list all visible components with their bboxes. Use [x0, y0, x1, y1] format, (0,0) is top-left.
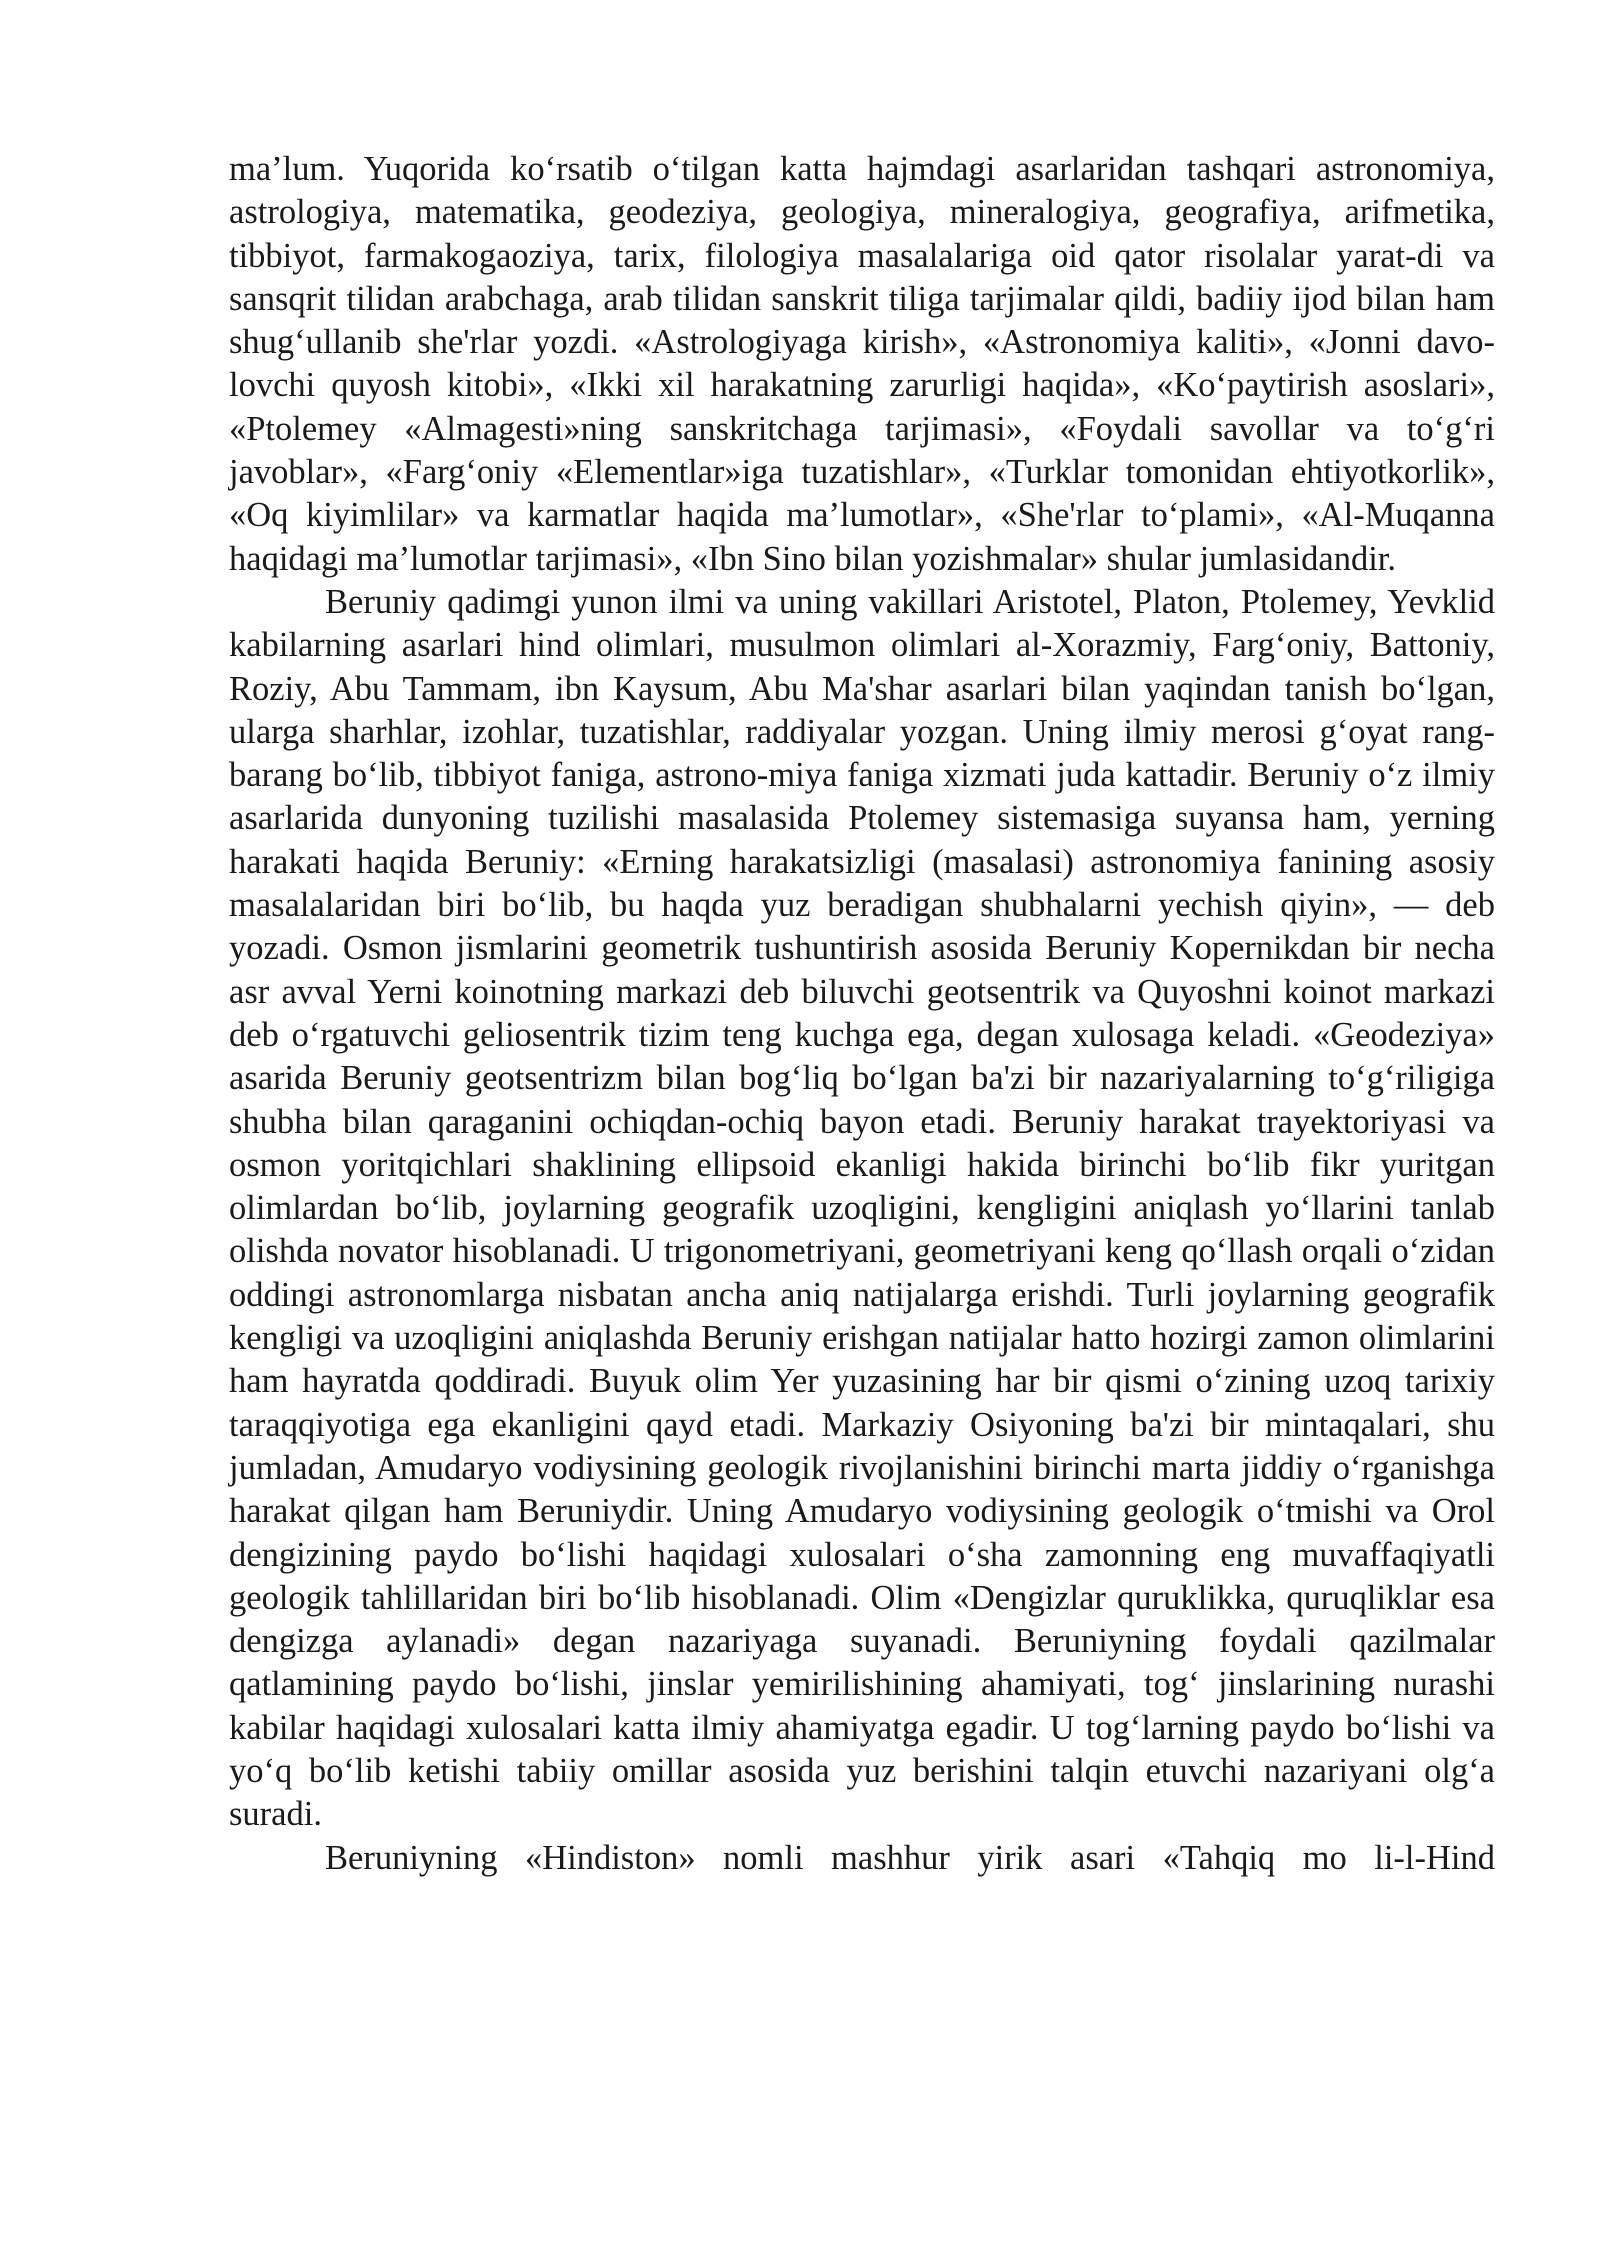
- paragraph-3: Beruniyning «Hindiston» nomli mashhur yirik asari «Tahqiq mo li-l-Hind: [325, 1838, 1495, 1877]
- paragraph-1: ma’lum. Yuqorida ko‘rsatib o‘tilgan katta hajmdagi asarlaridan tashqari astronomiya, astrologiya, matematika, geodeziya, geologiya, mineralogiya, geografiya, arifmetika, tibbiyot, farmakogaoziya, tarix, filologiya masalalariga oid qator risolalar yarat-di va sansqrit tilidan arabchaga, arab tilidan sanskrit tiliga tarjimalar qildi, badiiy ijod bilan ham shug‘ullanib she'rlar yozdi. «Astrologiyaga kirish», «Astronomiya kaliti», «Jonni davo-lovchi quyosh kitobi», «Ikki xil harakatning zarurligi haqida», «Ko‘paytirish asoslari», «Ptolemey «Almagesti»ning sanskritchaga tarjimasi», «Foydali savollar va to‘g‘ri javoblar», «Farg‘oniy «Elementlar»iga tuzatishlar», «Turklar tomonidan ehtiyotkorlik», «Oq kiyimlilar» va karmatlar haqida ma’lumotlar», «She'rlar to‘plami», «Al-Muqanna haqidagi ma’lumotlar tarjimasi», «Ibn Sino bilan yozishmalar» shular jumlasidandir.: [229, 150, 1495, 578]
- paragraph-2: Beruniy qadimgi yunon ilmi va uning vakillari Aristotel, Platon, Ptolemey, Yevklid kabilarning asarlari hind olimlari, musulmon olimlari al-Xorazmiy, Farg‘oniy, Battoniy, Roziy, Abu Tammam, ibn Kaysum, Abu Ma'shar asarlari bilan yaqindan tanish bo‘lgan, ularga sharhlar, izohlar, tuzatishlar, raddiyalar yozgan. Uning ilmiy merosi g‘oyat rang-barang bo‘lib, tibbiyot faniga, astrono-miya faniga xizmati juda kattadir. Beruniy o‘z ilmiy asarlarida dunyoning tuzilishi masalasida Ptolemey sistemasiga suyansa ham, yerning harakati haqida Beruniy: «Erning harakatsizligi (masalasi) astronomiya fanining asosiy masalalaridan biri bo‘lib, bu haqda yuz beradigan shubhalarni yechish qiyin», — deb yozadi. Osmon jismlarini geometrik tushuntirish asosida Beruniy Kopernikdan bir necha asr avval Yerni koinotning markazi deb biluvchi geotsentrik va Quyoshni koinot markazi deb o‘rgatuvchi geliosentrik tizim teng kuchga ega, degan xulosaga keladi. «Geodeziya» asarida Beruniy geotsentrizm bilan bog‘liq bo‘lgan ba'zi bir nazariyalarning to‘g‘riligiga shubha bilan qaraganini ochiqdan-ochiq bayon etadi. Beruniy harakat trayektoriyasi va osmon yoritqichlari shaklining ellipsoid ekanligi hakida birinchi bo‘lib fikr yuritgan olimlardan bo‘lib, joylarning geografik uzoqligini, kengligini aniqlash yo‘llarini tanlab olishda novator hisoblanadi. U trigonometriyani, geometriyani keng qo‘llash orqali o‘zidan oddingi astronomlarga nisbatan ancha aniq natijalarga erishdi. Turli joylarning geografik kengligi va uzoqligini aniqlashda Beruniy erishgan natijalar hatto hozirgi zamon olimlarini ham hayratda qoddiradi. Buyuk olim Yer yuzasining har bir qismi o‘zining uzoq tarixiy taraqqiyotiga ega ekanligini qayd etadi. Markaziy Osiyoning ba'zi bir mintaqalari, shu jumladan, Amudaryo vodiysining geologik rivojlanishini birinchi marta jiddiy o‘rganishga harakat qilgan ham Beruniydir. Uning Amudaryo vodiysining geologik o‘tmishi va Orol dengizining paydo bo‘lishi haqidagi xulosalari o‘sha zamonning eng muvaffaqiyatli geologik tahlillaridan biri bo‘lib hisoblanadi. Olim «Dengizlar quruklikka, quruqliklar esa dengizga aylanadi» degan nazariyaga suyanadi. Beruniyning foydali qazilmalar qatlamining paydo bo‘lishi, jinslar yemirilishining ahamiyati, tog‘ jinslarining nurashi kabilar haqidagi xulosalari katta ilmiy ahamiyatga egadir. U tog‘larning paydo bo‘lishi va yo‘q bo‘lib ketishi tabiiy omillar asosida yuz berishini talqin etuvchi nazariyani olg‘a suradi.: [229, 582, 1495, 1834]
- document-page: [229, 148, 1495, 1880]
